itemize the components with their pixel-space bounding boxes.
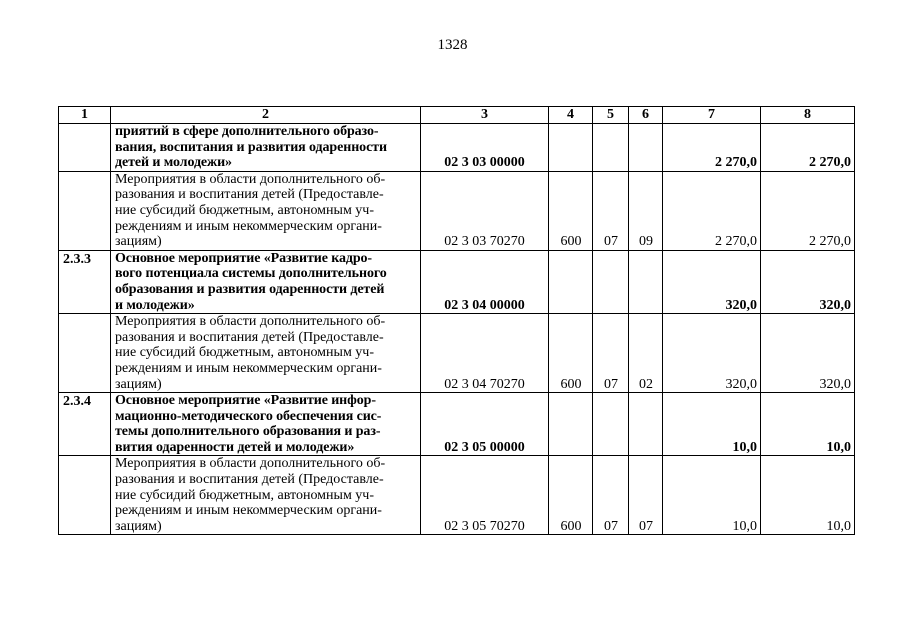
row-col4-cell <box>549 250 593 313</box>
row-name-line: образования и развития одаренности детей <box>115 281 385 297</box>
row-code-cell: 02 3 04 70270 <box>421 314 549 393</box>
header-cell-6: 6 <box>629 107 663 124</box>
row-number-cell <box>59 456 111 535</box>
row-name-line: приятий в сфере дополнительного образо- <box>115 124 379 139</box>
row-col8-cell: 2 270,0 <box>761 124 855 172</box>
row-code-cell: 02 3 03 70270 <box>421 171 549 250</box>
row-name-line: зациям) <box>115 234 162 250</box>
header-cell-2: 2 <box>111 107 421 124</box>
table-row <box>59 456 855 535</box>
row-col6-cell: 02 <box>629 314 663 393</box>
row-name-line: Мероприятия в области дополнительного об- <box>115 456 386 472</box>
row-col5-cell <box>593 393 629 456</box>
row-name-line: мационно-методического обеспечения сис- <box>115 408 382 424</box>
row-col8-cell: 10,0 <box>761 456 855 535</box>
row-code-cell: 02 3 05 00000 <box>421 393 549 456</box>
row-col8-cell: 10,0 <box>761 393 855 456</box>
row-col8-cell: 320,0 <box>761 250 855 313</box>
row-col6-cell <box>629 124 663 172</box>
row-name-line: Мероприятия в области дополнительного об- <box>115 171 386 187</box>
row-col5-cell: 07 <box>593 456 629 535</box>
row-number-cell <box>59 124 111 172</box>
row-col6-cell <box>629 393 663 456</box>
table-row <box>59 314 855 393</box>
row-col8-cell: 320,0 <box>761 314 855 393</box>
row-name-line: разования и воспитания детей (Предоставле- <box>115 472 384 488</box>
table-row <box>59 124 855 172</box>
row-col7-cell: 2 270,0 <box>663 124 761 172</box>
row-code-cell: 02 3 04 00000 <box>421 250 549 313</box>
row-col5-cell <box>593 124 629 172</box>
row-col7-cell: 2 270,0 <box>663 171 761 250</box>
row-name-line: реждениям и иным некоммерческим органи- <box>115 218 382 234</box>
row-col7-cell: 320,0 <box>663 250 761 313</box>
row-name-line: вания, воспитания и развития одаренности <box>115 139 387 155</box>
row-name-cell <box>111 171 421 250</box>
header-cell-3: 3 <box>421 107 549 124</box>
row-name-line: вития одаренности детей и молодежи» <box>115 439 355 455</box>
row-col7-cell: 10,0 <box>663 393 761 456</box>
table-row <box>59 393 855 456</box>
row-col6-cell <box>629 250 663 313</box>
row-col4-cell: 600 <box>549 456 593 535</box>
row-name-line: Основное мероприятие «Развитие инфор- <box>115 393 376 409</box>
row-col7-cell: 320,0 <box>663 314 761 393</box>
row-number-cell <box>59 171 111 250</box>
row-number-cell <box>59 314 111 393</box>
row-name-cell <box>111 314 421 393</box>
row-col5-cell: 07 <box>593 171 629 250</box>
page-number: 1328 <box>437 37 468 53</box>
row-name-line: зациям) <box>115 376 162 392</box>
header-cell-5: 5 <box>593 107 629 124</box>
row-name-line: и молодежи» <box>115 297 195 313</box>
row-name-cell <box>111 456 421 535</box>
row-name-line: реждениям и иным некоммерческим органи- <box>115 503 382 519</box>
row-code-cell: 02 3 03 00000 <box>421 124 549 172</box>
header-cell-4: 4 <box>549 107 593 124</box>
row-name-cell <box>111 124 421 172</box>
header-cell-7: 7 <box>663 107 761 124</box>
header-cell-1: 1 <box>59 107 111 124</box>
row-name-line: ние субсидий бюджетным, автономным уч- <box>115 487 375 503</box>
row-col4-cell: 600 <box>549 171 593 250</box>
row-col7-cell: 10,0 <box>663 456 761 535</box>
row-name-line: зациям) <box>115 518 162 534</box>
row-col4-cell <box>549 393 593 456</box>
row-col6-cell: 09 <box>629 171 663 250</box>
row-name-line: вого потенциала системы дополнительного <box>115 266 387 282</box>
header-row <box>59 107 855 124</box>
row-name-line: Основное мероприятие «Развитие кадро- <box>115 250 372 266</box>
row-name-cell <box>111 250 421 313</box>
table-body <box>59 107 855 535</box>
row-name-line: реждениям и иным некоммерческим органи- <box>115 360 382 376</box>
row-col5-cell <box>593 250 629 313</box>
row-name-line: разования и воспитания детей (Предоставле- <box>115 329 384 345</box>
row-name-line: темы дополнительного образования и раз- <box>115 424 381 440</box>
header-cell-8: 8 <box>761 107 855 124</box>
row-col5-cell: 07 <box>593 314 629 393</box>
row-name-line: разования и воспитания детей (Предоставле- <box>115 187 384 203</box>
table-row <box>59 171 855 250</box>
row-col4-cell <box>549 124 593 172</box>
row-col8-cell: 2 270,0 <box>761 171 855 250</box>
row-number-cell: 2.3.4 <box>59 393 111 456</box>
row-name-line: Мероприятия в области дополнительного об- <box>115 314 386 330</box>
row-name-line: ние субсидий бюджетным, автономным уч- <box>115 202 375 218</box>
row-name-line: детей и молодежи» <box>115 155 232 171</box>
row-number-cell: 2.3.3 <box>59 250 111 313</box>
budget-table <box>58 106 855 535</box>
row-code-cell: 02 3 05 70270 <box>421 456 549 535</box>
row-name-cell <box>111 393 421 456</box>
row-col6-cell: 07 <box>629 456 663 535</box>
row-col4-cell: 600 <box>549 314 593 393</box>
table-row <box>59 250 855 313</box>
row-name-line: ние субсидий бюджетным, автономным уч- <box>115 345 375 361</box>
